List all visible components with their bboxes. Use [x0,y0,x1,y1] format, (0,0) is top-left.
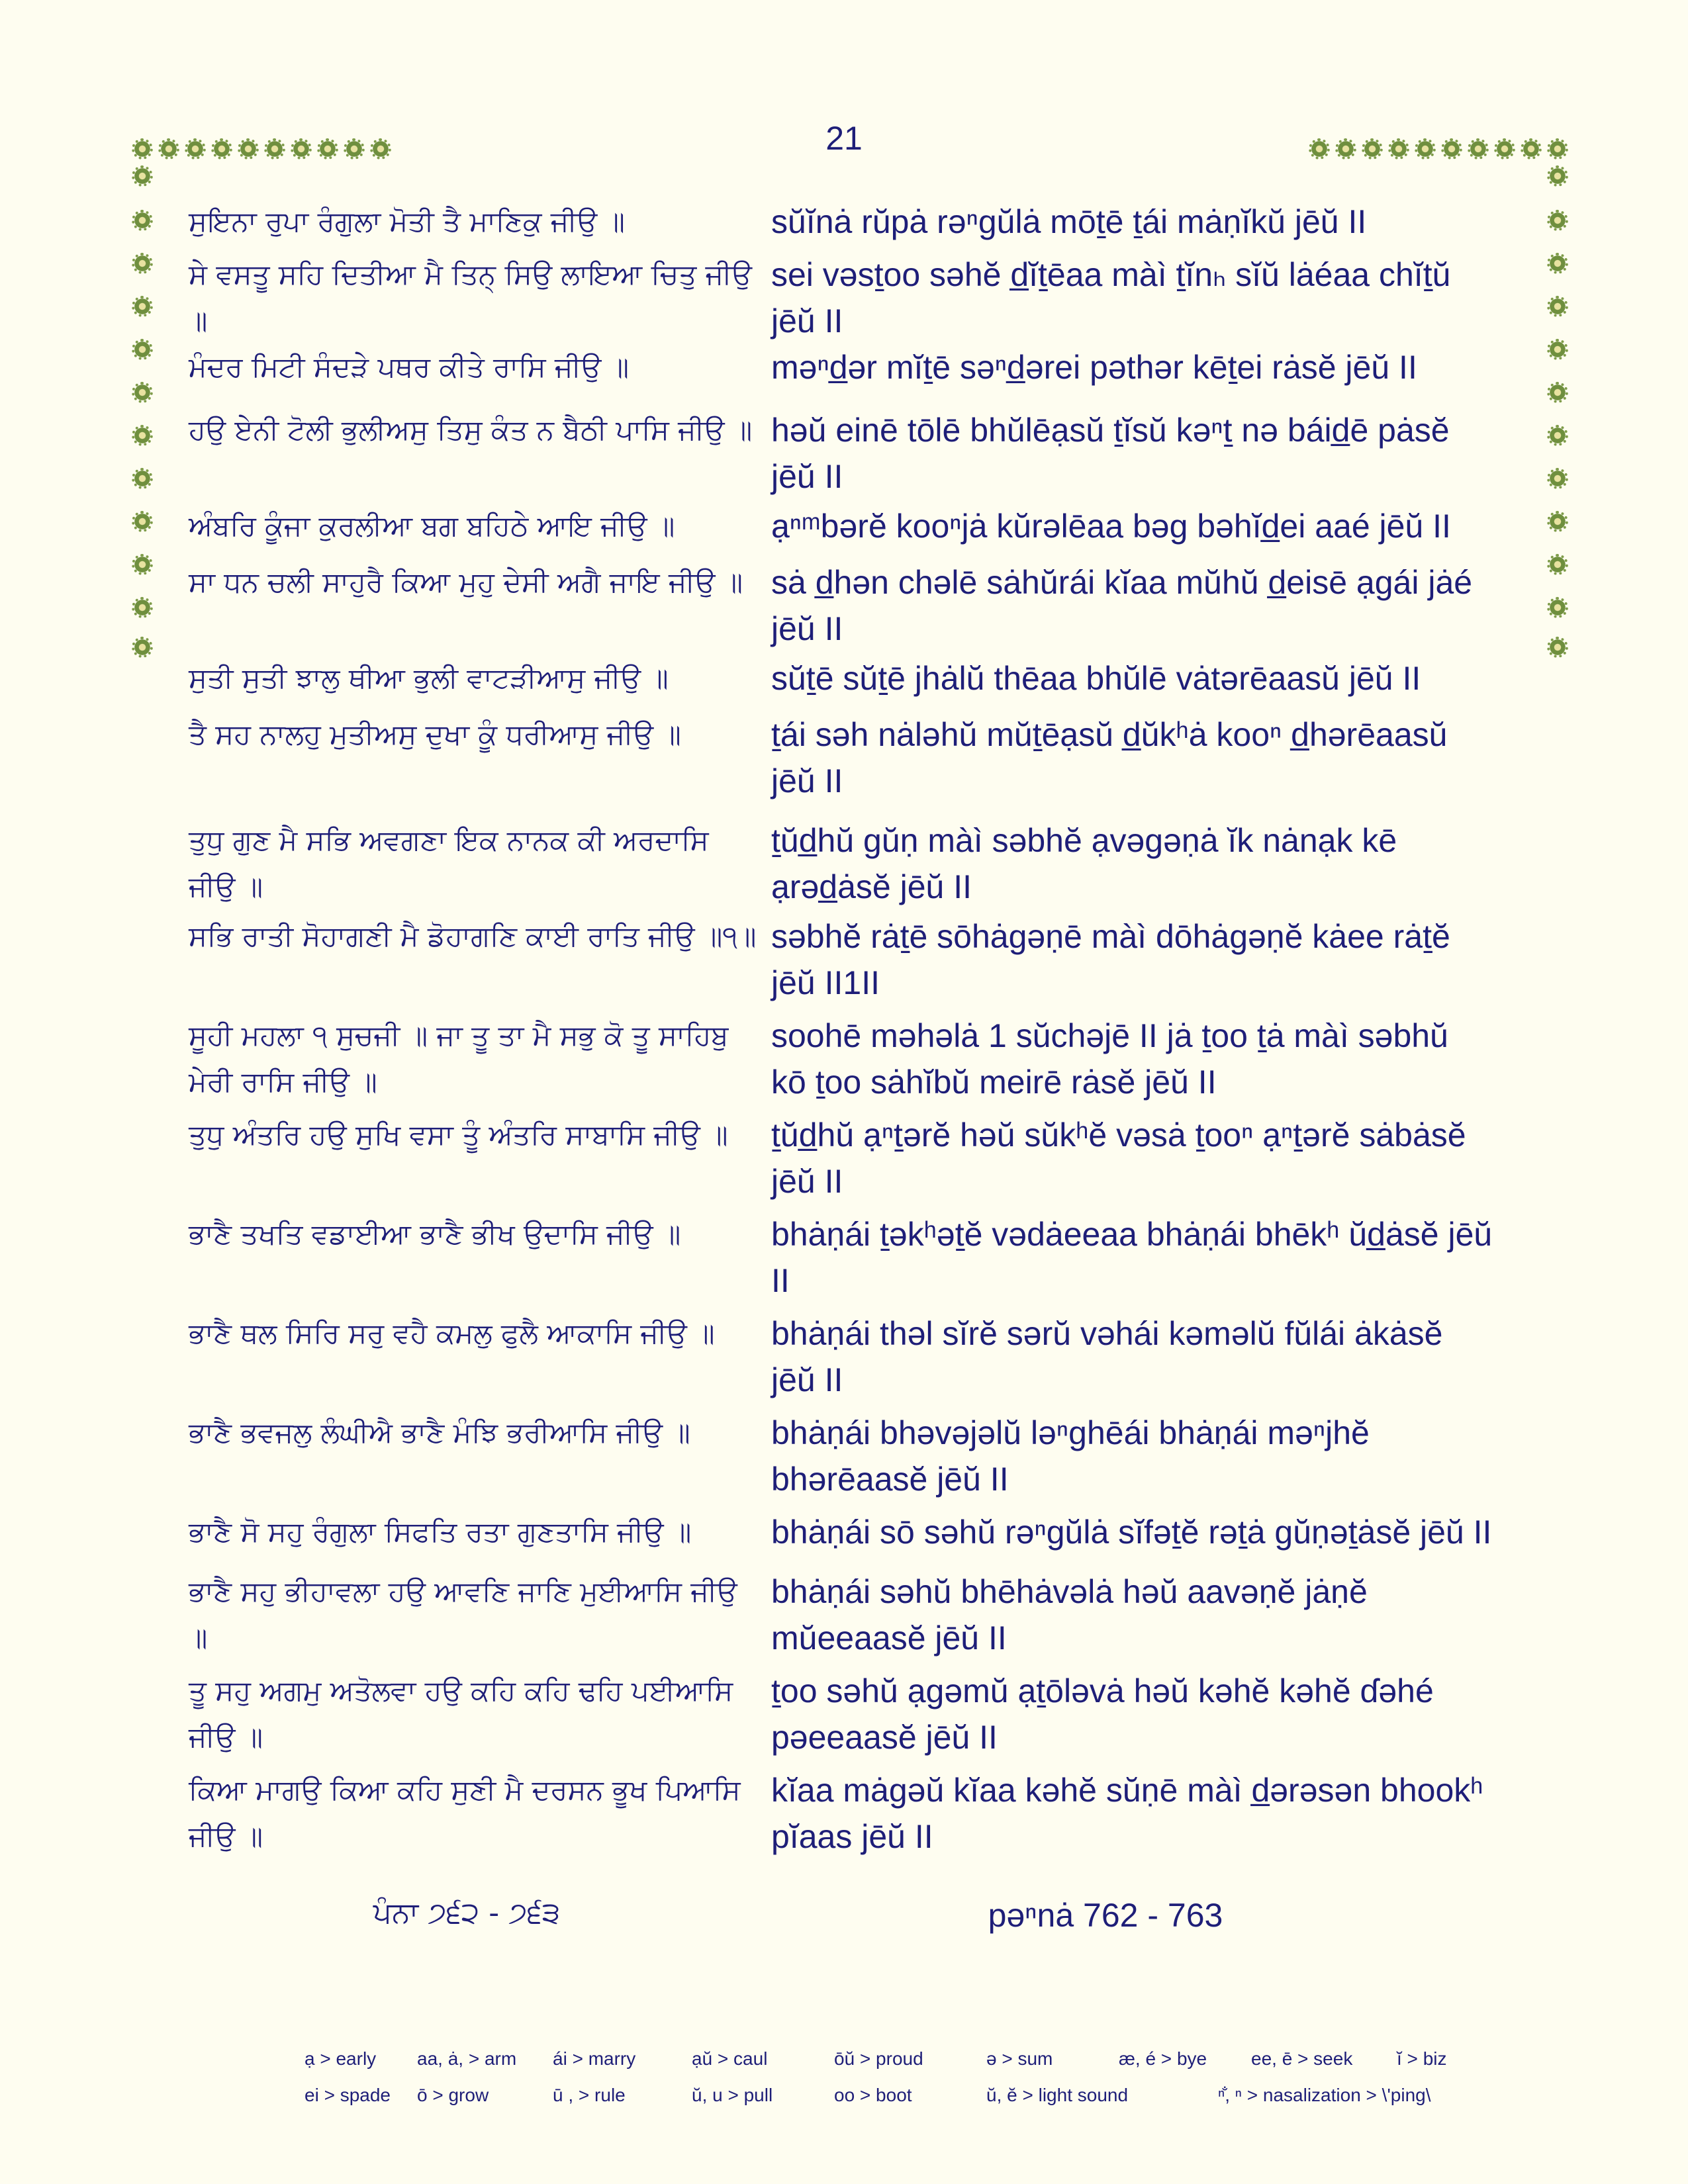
transliteration-line [771,1410,1546,1509]
transliteration-text: ṯŭd̲hŭ ạⁿṯərĕ həŭ sŭkʰĕ vəsȧ ṯooⁿ ạⁿṯərĕ sȧbȧsĕ [771,1116,1466,1154]
transliteration-line [771,655,1546,711]
legend-entry: ə > sum [986,2048,1053,2069]
legend-entry: ei > spade [305,2085,391,2105]
flower-icon [134,470,151,487]
flower-icon [1549,599,1566,616]
gurmukhi-line: ਸੁਇਨਾ ਰੁਪਾ ਰੰਗੁਲਾ ਮੋਤੀ ਤੈ ਮਾਣਿਕੁ ਜੀਉ ॥ [189,205,625,238]
verse-row [189,344,1546,407]
transliteration-text: məⁿd̲ər mĭṯē səⁿd̲ərei pəthər kēṯei rȧsĕ jēŭ II [771,349,1417,386]
transliteration-line [771,251,1546,344]
flower-icon [1549,639,1566,656]
transliteration-text: mŭeeaasĕ jēŭ II [771,1619,1007,1657]
transliteration-line [771,1310,1546,1410]
verse-row [189,1211,1546,1310]
flower-icon [1523,140,1540,158]
gurmukhi-line: ਸੁਤੀ ਸੁਤੀ ਝਾਲੁ ਥੀਆ ਭੁਲੀ ਵਾਟੜੀਆਸੁ ਜੀਉ ॥ [189,662,669,694]
verse-row [189,1569,1546,1668]
transliteration-text: jēŭ II [771,302,843,340]
flower-icon [213,140,230,158]
ang-number-gurmukhi: ਪੰਨਾ ੭੬੨ - ੭੬੩ [373,1896,561,1930]
legend-entry: æ, é > bye [1119,2048,1207,2069]
transliteration-line [771,1668,1546,1767]
transliteration-text: ṯŭd̲hŭ gŭṇ màì səbhĕ ạvəgəṇȧ ĭk nȧnạk kē [771,822,1397,859]
verse-row [189,711,1546,817]
transliteration-text: ṯái səh nȧləhŭ mŭṯēạsŭ d̲ŭkʰȧ kooⁿ d̲hərēaasŭ [771,716,1448,753]
transliteration-text: pĭaas jēŭ II [771,1818,933,1855]
transliteration-text: jēŭ II [771,610,843,647]
flower-icon [1337,140,1354,158]
flower-icon [1390,140,1407,158]
verse-row [189,199,1546,251]
transliteration-line [771,711,1546,817]
transliteration-text: jēŭ II [771,762,843,799]
transliteration-line [771,1013,1546,1112]
legend-entry: ū , > rule [553,2085,626,2105]
gurmukhi-line: ਸਭਿ ਰਾਤੀ ਸੋਹਾਗਣੀ ਮੈ ਡੋਹਾਗਣਿ ਕਾਈ ਰਾਤਿ ਜੀਉ ॥੧॥ [189,920,757,952]
transliteration-line [771,913,1546,1013]
gurmukhi-line: ਤੂ ਸਹੁ ਅਗਮੁ ਅਤੋਲਵਾ ਹਉ ਕਹਿ ਕਹਿ ਢਹਿ ਪਈਆਸਿ ਜੀਉ ॥ [189,1674,733,1753]
verse-row [189,1112,1546,1211]
flower-icon [1496,140,1513,158]
flower-icon [1549,556,1566,573]
flower-icon [319,140,336,158]
gurmukhi-line: ਹਉ ਏਨੀ ਟੋਲੀ ਭੁਲੀਅਸੁ ਤਿਸੁ ਕੰਤ ਨ ਬੈਠੀ ਪਾਸਿ ਜੀਉ ॥ [189,414,753,446]
verse-row [189,1767,1546,1866]
transliteration-line [771,344,1546,407]
transliteration-text: həŭ einē tōlē bhŭlēạsŭ ṯĭsŭ kəⁿṯ nə báid̲ē pȧsĕ [771,412,1450,449]
flower-icon [134,298,151,315]
flower-icon [1549,427,1566,444]
ang-number-roman: pəⁿnȧ 762 - 763 [988,1897,1223,1934]
transliteration-line [771,503,1546,559]
transliteration-text: soohē məhəlȧ 1 sŭchəjē II jȧ ṯoo ṯȧ màì səbhŭ [771,1017,1448,1054]
flower-icon [1549,212,1566,229]
transliteration-line [771,1767,1546,1866]
flower-icon [1443,140,1460,158]
verse-row [189,407,1546,503]
legend-entry: ee, ē > seek [1251,2048,1353,2069]
flower-icon [293,140,310,158]
flower-icon [1417,140,1434,158]
transliteration-text: jēŭ II1II [771,964,880,1001]
gurmukhi-line: ਸੂਹੀ ਮਹਲਾ ੧ ਸੁਚਜੀ ॥ ਜਾ ਤੂ ਤਾ ਮੈ ਸਭੁ ਕੋ ਤੂ ਸਾਹਿਬੁ ਮੇਰੀ ਰਾਸਿ ਜੀਉ ॥ [189,1019,729,1098]
legend-entry: ŭ, u > pull [692,2085,773,2105]
flower-icon [134,513,151,530]
flower-icon [1549,513,1566,530]
transliteration-line [771,817,1546,913]
verse-row [189,1410,1546,1509]
transliteration-text: ṯoo səhŭ ạgəmŭ ạṯōləvȧ həŭ kəhĕ kəhĕ ɗəhé [771,1672,1434,1709]
gurmukhi-line: ਅੰਬਰਿ ਕੂੰਜਾ ਕੁਰਲੀਆ ਬਗ ਬਹਿਠੇ ਆਇ ਜੀਉ ॥ [189,510,675,542]
flower-icon [134,427,151,444]
transliteration-text: kĭaa mȧgəŭ kĭaa kəhĕ sŭṇē màì d̲ərəsən bhookʰ [771,1772,1483,1809]
verse-row [189,1013,1546,1112]
verse-row [189,251,1546,344]
gurmukhi-line: ਭਾਣੈ ਤਖਤਿ ਵਡਾਈਆ ਭਾਣੈ ਭੀਖ ਉਦਾਸਿ ਜੀਉ ॥ [189,1218,681,1250]
flower-icon [134,255,151,272]
legend-entry: ō > grow [417,2085,489,2105]
transliteration-line [771,1112,1546,1211]
legend-entry: ĭ > biz [1397,2048,1447,2069]
legend-entry: ōŭ > proud [834,2048,923,2069]
flower-icon [1364,140,1381,158]
transliteration-text: ạⁿᵐbərĕ kooⁿjȧ kŭrəlēaa bəg bəhĭd̲ei aaé jēŭ II [771,508,1451,545]
transliteration-text: bhȧṇái ṯəkʰəṯĕ vədȧeeaa bhȧṇái bhēkʰ ŭd̲ȧsĕ jēŭ [771,1216,1493,1253]
verse-row [189,503,1546,559]
flower-icon [1549,255,1566,272]
transliteration-text: pəeeaasĕ jēŭ II [771,1719,998,1756]
legend-entry: ⁿ̐, ⁿ > nasalization > \'ping\ [1218,2085,1431,2105]
gurmukhi-line: ਸੇ ਵਸਤੂ ਸਹਿ ਦਿਤੀਆ ਮੈ ਤਿਨ੍ ਸਿਉ ਲਾਇਆ ਚਿਤੁ ਜੀਉ ॥ [189,258,752,337]
flower-icon [1549,167,1566,185]
flower-icon [1470,140,1487,158]
transliteration-text: sei vəsṯoo səhĕ d̲ĭṯēaa màì ṯĭnₕ sĭŭ lȧéaa chĭṯŭ [771,256,1451,293]
gurmukhi-line: ਭਾਣੈ ਸੋ ਸਹੁ ਰੰਗੁਲਾ ਸਿਫਤਿ ਰਤਾ ਗੁਣਤਾਸਿ ਜੀਉ ॥ [189,1516,692,1548]
legend-entry: ạ > early [305,2048,377,2069]
gurmukhi-line: ਸਾ ਧਨ ਚਲੀ ਸਾਹੁਰੈ ਕਿਆ ਮੁਹੁ ਦੇਸੀ ਅਗੈ ਜਾਇ ਜੀਉ ॥ [189,566,743,598]
page-number: 21 [825,120,863,157]
transliteration-line [771,1569,1546,1668]
transliteration-text: sŭṯē sŭṯē jhȧlŭ thēaa bhŭlē vȧtərēaasŭ jēŭ II [771,660,1421,697]
gurmukhi-line: ਤੈ ਸਹ ਨਾਲਹੁ ਮੁਤੀਅਸੁ ਦੁਖਾ ਕੂੰ ਧਰੀਆਸੁ ਜੀਉ ॥ [189,718,681,751]
legend-entry: ŭ, ĕ > light sound [986,2085,1129,2105]
verse-row [189,1310,1546,1410]
gurmukhi-line: ਭਾਣੈ ਭਵਜਲੁ ਲੰਘੀਐ ਭਾਣੈ ਮੰਝਿ ਭਰੀਆਸਿ ਜੀਉ ॥ [189,1416,690,1449]
flower-icon [160,140,177,158]
flower-icon [134,140,151,158]
flower-icon [1549,384,1566,401]
transliteration-text: sȧ d̲hən chəlē sȧhŭrái kĭaa mŭhŭ d̲eisē ạgái jȧé [771,564,1473,601]
transliteration-text: bhȧṇái sō səhŭ rəⁿgŭlȧ sĭfəṯĕ rəṯȧ gŭṇəṯȧsĕ jēŭ II [771,1514,1492,1551]
transliteration-text: bhȧṇái bhəvəjəlŭ ləⁿghēái bhȧṇái məⁿjhĕ [771,1414,1370,1451]
flower-icon [1549,140,1566,158]
flower-icon [134,639,151,656]
transliteration-line [771,199,1546,251]
verse-row [189,817,1546,913]
gurmukhi-line: ਤੁਧੁ ਗੁਣ ਮੈ ਸਭਿ ਅਵਗਣਾ ਇਕ ਨਾਨਕ ਕੀ ਅਰਦਾਸਿ ਜੀਉ ॥ [189,824,709,903]
transliteration-text: ạrəd̲ȧsĕ jēŭ II [771,868,972,905]
flower-icon [1549,470,1566,487]
verse-row [189,655,1546,711]
flower-icon [1549,298,1566,315]
gurmukhi-line: ਭਾਣੈ ਸਹੁ ਭੀਹਾਵਲਾ ਹਉ ਆਵਣਿ ਜਾਣਿ ਮੁਈਆਸਿ ਜੀਉ ॥ [189,1575,737,1654]
transliteration-line [771,1211,1546,1310]
transliteration-line [771,1509,1546,1569]
flower-icon [266,140,283,158]
gurmukhi-line: ਤੁਧੁ ਅੰਤਰਿ ਹਉ ਸੁਖਿ ਵਸਾ ਤੂੰ ਅੰਤਰਿ ਸਾਬਾਸਿ ਜੀਉ ॥ [189,1118,728,1151]
transliteration-text: kō ṯoo sȧhĭbŭ meirē rȧsĕ jēŭ II [771,1064,1217,1101]
gurmukhi-line: ਕਿਆ ਮਾਗਉ ਕਿਆ ਕਹਿ ਸੁਣੀ ਮੈ ਦਰਸਨ ਭੂਖ ਪਿਆਸਿ ਜੀਉ ॥ [189,1774,741,1852]
transliteration-text: jēŭ II [771,458,843,495]
flower-icon [134,212,151,229]
transliteration-line [771,407,1546,503]
transliteration-text: bhȧṇái thəl sĭrĕ sərŭ vəhái kəməlŭ fŭlái ȧkȧsĕ [771,1315,1443,1352]
verse-row [189,913,1546,1013]
transliteration-text: səbhĕ rȧṯē sōhȧgəṇē màì dōhȧgəṇĕ kȧee rȧṯĕ [771,918,1450,955]
transliteration-text: bhərēaasĕ jēŭ II [771,1461,1009,1498]
legend-entry: oo > boot [834,2085,912,2105]
verse-row [189,1509,1546,1569]
flower-icon [1549,341,1566,358]
verse-list [189,199,1546,1866]
verse-row [189,1668,1546,1767]
flower-icon [134,341,151,358]
flower-icon [240,140,257,158]
gurmukhi-line: ਭਾਣੈ ਥਲ ਸਿਰਿ ਸਰੁ ਵਹੈ ਕਮਲੁ ਫੁਲੈ ਆਕਾਸਿ ਜੀਉ ॥ [189,1317,715,1349]
flower-icon [346,140,363,158]
flower-icon [187,140,204,158]
legend-entry: ái > marry [553,2048,636,2069]
verse-row [189,559,1546,655]
flower-icon [134,556,151,573]
flower-icon [134,384,151,401]
gurmukhi-line: ਮੰਦਰ ਮਿਟੀ ਸੰਦੜੇ ਪਥਰ ਕੀਤੇ ਰਾਸਿ ਜੀਉ ॥ [189,351,630,383]
flower-icon [134,599,151,616]
transliteration-text: jēŭ II [771,1163,843,1200]
flower-icon [372,140,389,158]
flower-icon [134,167,151,185]
transliteration-text: jēŭ II [771,1361,843,1398]
transliteration-text: sŭĭnȧ rŭpȧ rəⁿgŭlȧ mōṯē ṯái mȧṇĭkŭ jēŭ II [771,203,1367,240]
transliteration-text: II [771,1262,790,1299]
flower-icon [1311,140,1328,158]
legend-entry: aa, ȧ, > arm [417,2048,517,2069]
legend-entry: ạŭ > caul [692,2048,768,2069]
transliteration-line [771,559,1546,655]
transliteration-text: bhȧṇái səhŭ bhēhȧvəlȧ həŭ aavəṇĕ jȧṇĕ [771,1573,1368,1610]
